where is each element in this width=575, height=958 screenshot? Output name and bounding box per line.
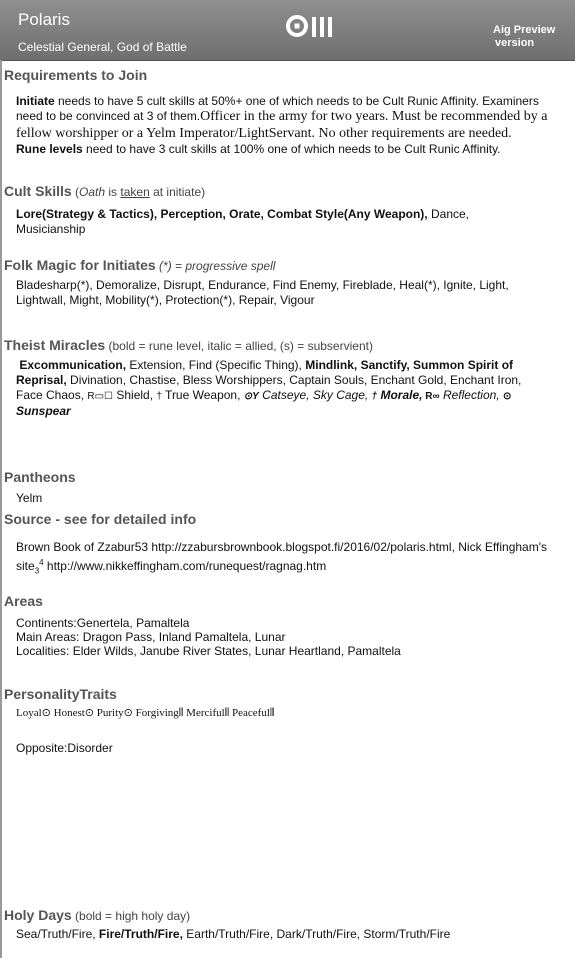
personality-opposite: Opposite:Disorder <box>16 741 113 755</box>
cult-subtitle: Celestial General, God of Battle <box>18 40 187 54</box>
left-border <box>0 60 2 958</box>
requirements-heading: Requirements to Join <box>4 67 148 83</box>
source-text: Brown Book of Zzabur53 http://zzabursbrownbook.blogspot.fi/2016/02/polaris.html, Nick Effingham's site$_3^4$ http://www.nikkeffingham.com/runequest/ragnag.htm <box>16 540 548 576</box>
rune-icon: ⊙ <box>502 391 512 402</box>
holy-days-list: Sea/Truth/Fire, Fire/Truth/Fire, Earth/Truth/Fire, Dark/Truth/Fire, Storm/Truth/Fire <box>16 927 451 941</box>
preview-label: Aig Preview version <box>493 24 556 49</box>
cult-skills-list: Lore(Strategy & Tactics), Perception, Orate, Combat Style(Any Weapon), Dance, Musicianship <box>16 207 469 236</box>
source-heading: Source - see for detailed info <box>4 511 197 527</box>
personality-heading: PersonalityTraits <box>4 686 117 702</box>
theist-miracles-heading: Theist Miracles (bold = rune level, italic = allied, (s) = subservient) <box>4 337 373 353</box>
folk-magic-list: Bladesharp(*), Demoralize, Disrupt, Endurance, Find Enemy, Fireblade, Heal(*), Ignite, Light, Lightwall, Might, Mobility(*), Protection(*), Repair, Vigour <box>16 278 509 307</box>
areas-heading: Areas <box>4 593 43 609</box>
theist-miracles-list: Excommunication, Extension, Find (Specific Thing), Mindlink, Sanctify, Summon Spirit of Reprisal, Divination, Chastise, Bless Worshippers, Captain Souls, Enchant Gold, Enchant Iron, Face Chaos, R▭☐ Shield, † True Weapon, ⊙Y Catseye, Sky Cage, † Morale, R∞ Reflection, ⊙ Sunspear <box>16 358 522 418</box>
rune-icon: † <box>371 391 378 402</box>
personality-traits: Loyal⊙ Honest⊙ Purity⊙ Forgiving⫴ Merciful⫴ Peaceful⫴ <box>16 707 275 719</box>
pantheons-heading: Pantheons <box>4 469 76 485</box>
folk-magic-heading: Folk Magic for Initiates (*) = progressive spell <box>4 257 276 273</box>
rune-icon: R∞ <box>422 391 440 402</box>
pantheons-list: Yelm <box>16 491 43 505</box>
requirements-text: Initiate needs to have 5 cult skills at 50%+ one of which needs to be Cult Runic Affinity. Examiners need to be convinced at 3 of them.Officer in the army for two years. Must be recommended by a fellow worshipper or a Yelm Imperator/LightServant. No other requirements are needed. Rune levels need to have 3 cult skills at 100% one of which needs to be Cult Runic Affinity. <box>16 94 548 156</box>
rune-logo-icon <box>286 14 340 40</box>
cult-skills-heading: Cult Skills (Oath is taken at initiate) <box>4 183 206 199</box>
rune-icon: ⊙Y <box>243 391 259 402</box>
areas-list: Continents:Genertela, Pamaltela Main Areas: Dragon Pass, Inland Pamaltela, Lunar Localities: Elder Wilds, Janube River States, Lunar Heartland, Pamaltela <box>16 616 401 658</box>
cult-title: Polaris <box>18 10 70 29</box>
rune-icon: † <box>156 391 162 402</box>
rune-icon: R▭☐ <box>87 391 114 402</box>
holy-days-heading: Holy Days (bold = high holy day) <box>4 907 191 923</box>
title-bar <box>0 0 575 61</box>
